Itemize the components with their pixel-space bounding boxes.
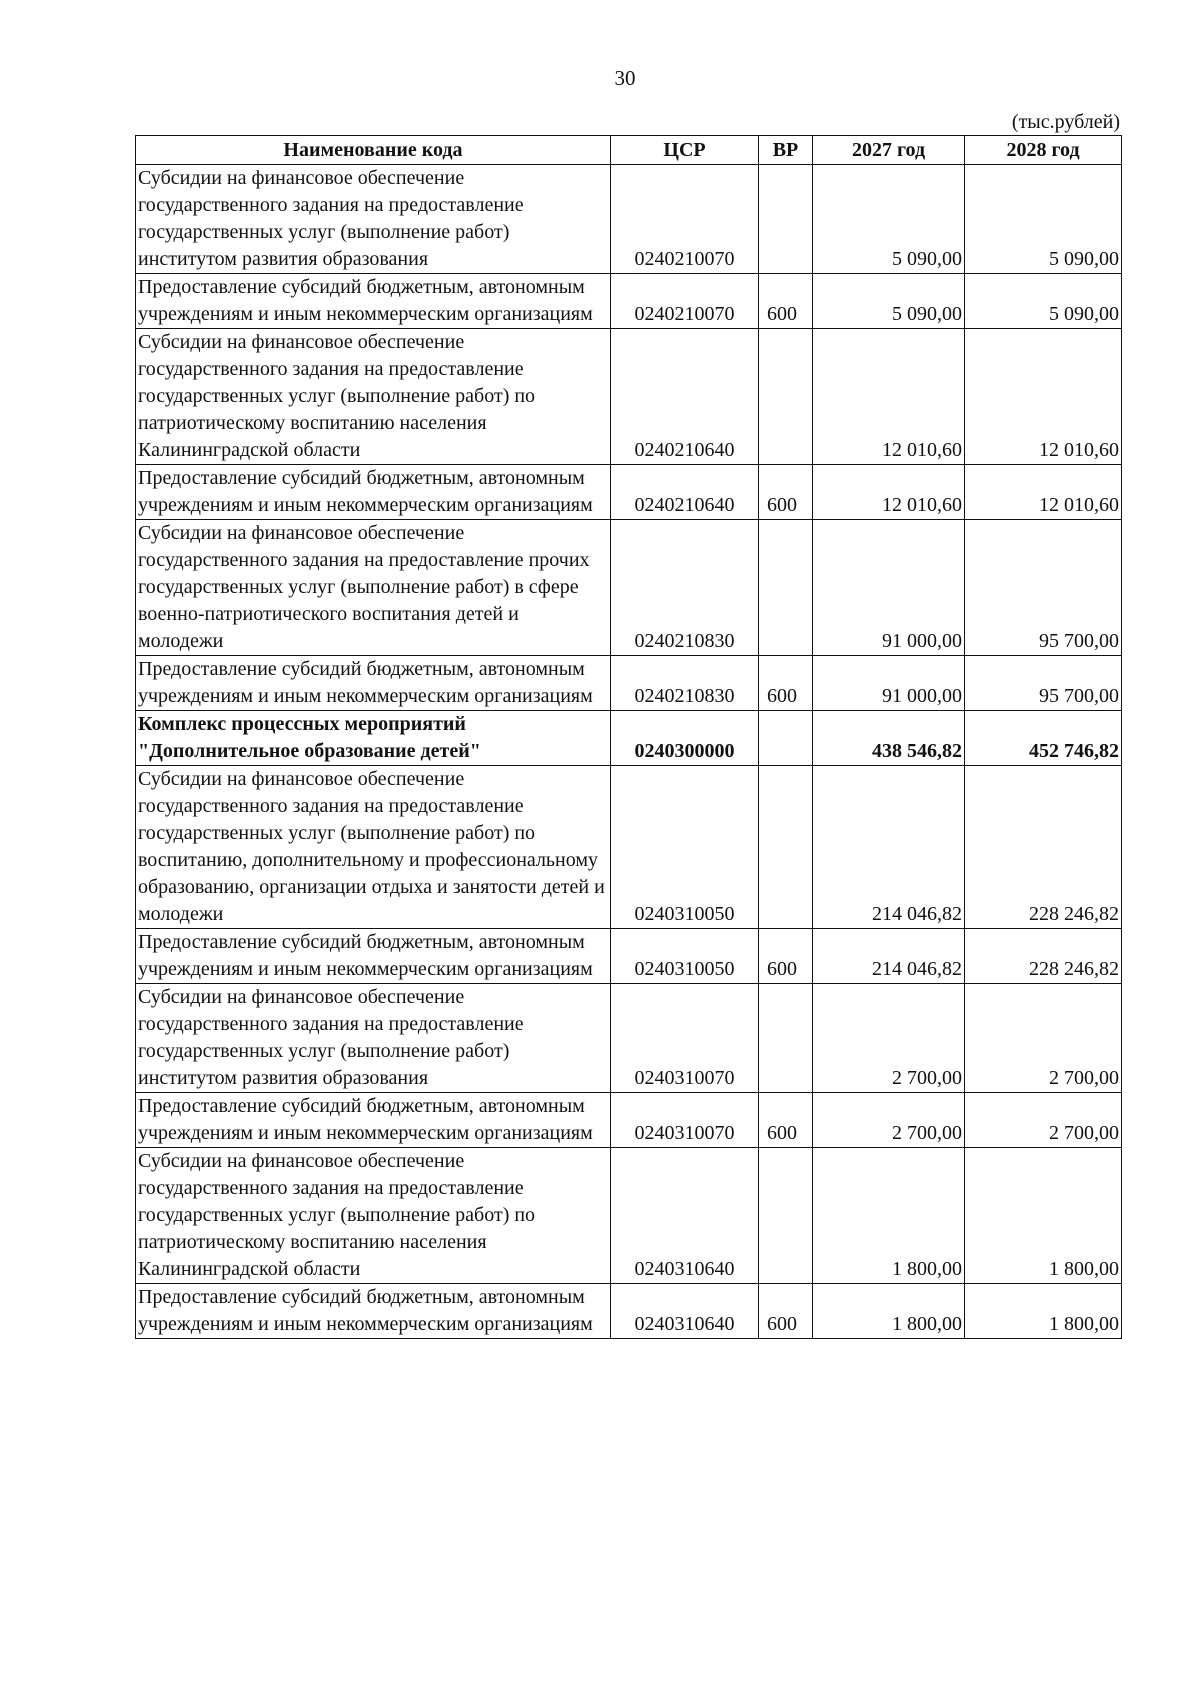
column-header-csr: ЦСР — [611, 136, 759, 165]
column-header-2028: 2028 год — [965, 136, 1122, 165]
table-row — [136, 711, 1122, 766]
row-2027-cell: 214 046,82 — [813, 766, 965, 929]
table-header-row — [136, 136, 1122, 165]
row-vr-cell: 600 — [759, 929, 813, 984]
row-2027-cell: 2 700,00 — [813, 984, 965, 1093]
row-csr-cell: 0240210830 — [611, 520, 759, 656]
row-vr-cell — [759, 766, 813, 929]
row-vr-cell — [759, 1148, 813, 1284]
row-2028-cell: 2 700,00 — [965, 984, 1122, 1093]
row-2028-cell: 2 700,00 — [965, 1093, 1122, 1148]
row-vr-cell — [759, 165, 813, 274]
row-2028-cell: 5 090,00 — [965, 165, 1122, 274]
row-2028-cell: 452 746,82 — [965, 711, 1122, 766]
row-name-cell: Предоставление субсидий бюджетным, автономным учреждениям и иным некоммерческим организациям — [136, 656, 611, 711]
row-2027-cell: 12 010,60 — [813, 465, 965, 520]
row-2028-cell: 5 090,00 — [965, 274, 1122, 329]
row-csr-cell: 0240310070 — [611, 1093, 759, 1148]
row-csr-cell: 0240210640 — [611, 329, 759, 465]
table-row — [136, 1093, 1122, 1148]
table-row — [136, 329, 1122, 465]
column-header-name: Наименование кода — [136, 136, 611, 165]
table-row — [136, 1148, 1122, 1284]
table-row — [136, 465, 1122, 520]
table-row — [136, 520, 1122, 656]
row-name-cell: Предоставление субсидий бюджетным, автономным учреждениям и иным некоммерческим организациям — [136, 1093, 611, 1148]
row-2027-cell: 5 090,00 — [813, 165, 965, 274]
table-row — [136, 274, 1122, 329]
column-header-vr: ВР — [759, 136, 813, 165]
row-2027-cell: 91 000,00 — [813, 656, 965, 711]
row-vr-cell: 600 — [759, 274, 813, 329]
table-row — [136, 1284, 1122, 1339]
row-vr-cell: 600 — [759, 465, 813, 520]
row-vr-cell — [759, 711, 813, 766]
row-vr-cell: 600 — [759, 1093, 813, 1148]
row-2027-cell: 214 046,82 — [813, 929, 965, 984]
row-csr-cell: 0240210070 — [611, 165, 759, 274]
table-row — [136, 656, 1122, 711]
row-name-cell: Предоставление субсидий бюджетным, автономным учреждениям и иным некоммерческим организациям — [136, 465, 611, 520]
unit-label: (тыс.рублей) — [1011, 111, 1120, 133]
column-header-2027: 2027 год — [813, 136, 965, 165]
row-name-cell: Предоставление субсидий бюджетным, автономным учреждениям и иным некоммерческим организациям — [136, 274, 611, 329]
row-csr-cell: 0240210830 — [611, 656, 759, 711]
row-2028-cell: 95 700,00 — [965, 520, 1122, 656]
row-name-cell: Субсидии на финансовое обеспечение государственного задания на предоставление государственных услуг (выполнение работ) институтом развития образования — [136, 984, 611, 1093]
row-2027-cell: 1 800,00 — [813, 1148, 965, 1284]
row-2027-cell: 5 090,00 — [813, 274, 965, 329]
table-body — [136, 165, 1122, 1339]
row-2027-cell: 438 546,82 — [813, 711, 965, 766]
row-name-cell: Предоставление субсидий бюджетным, автономным учреждениям и иным некоммерческим организациям — [136, 929, 611, 984]
budget-table — [135, 135, 1122, 1339]
row-2028-cell: 228 246,82 — [965, 766, 1122, 929]
row-2027-cell: 2 700,00 — [813, 1093, 965, 1148]
row-name-cell: Субсидии на финансовое обеспечение государственного задания на предоставление государственных услуг (выполнение работ) по патриотическому воспитанию населения Калининградской области — [136, 329, 611, 465]
row-vr-cell — [759, 520, 813, 656]
row-vr-cell: 600 — [759, 1284, 813, 1339]
table-row — [136, 984, 1122, 1093]
row-name-cell: Субсидии на финансовое обеспечение государственного задания на предоставление прочих государственных услуг (выполнение работ) в сфере военно-патриотического воспитания детей и молодежи — [136, 520, 611, 656]
row-2028-cell: 12 010,60 — [965, 329, 1122, 465]
row-name-cell: Субсидии на финансовое обеспечение государственного задания на предоставление государственных услуг (выполнение работ) по воспитанию, дополнительному и профессиональному образованию, организации отдыха и занятости детей и молодежи — [136, 766, 611, 929]
row-name-cell: Субсидии на финансовое обеспечение государственного задания на предоставление государственных услуг (выполнение работ) институтом развития образования — [136, 165, 611, 274]
table-row — [136, 929, 1122, 984]
row-name-cell: Комплекс процессных мероприятий "Дополнительное образование детей" — [136, 711, 611, 766]
row-2028-cell: 95 700,00 — [965, 656, 1122, 711]
row-name-cell: Субсидии на финансовое обеспечение государственного задания на предоставление государственных услуг (выполнение работ) по патриотическому воспитанию населения Калининградской области — [136, 1148, 611, 1284]
row-vr-cell — [759, 984, 813, 1093]
row-csr-cell: 0240310050 — [611, 766, 759, 929]
row-2028-cell: 1 800,00 — [965, 1284, 1122, 1339]
page-number: 30 — [614, 66, 636, 90]
row-2028-cell: 1 800,00 — [965, 1148, 1122, 1284]
row-csr-cell: 0240310640 — [611, 1148, 759, 1284]
row-csr-cell: 0240210640 — [611, 465, 759, 520]
row-2027-cell: 1 800,00 — [813, 1284, 965, 1339]
row-vr-cell — [759, 329, 813, 465]
row-csr-cell: 0240310640 — [611, 1284, 759, 1339]
table-row — [136, 165, 1122, 274]
row-csr-cell: 0240310070 — [611, 984, 759, 1093]
row-csr-cell: 0240310050 — [611, 929, 759, 984]
row-vr-cell: 600 — [759, 656, 813, 711]
row-2027-cell: 91 000,00 — [813, 520, 965, 656]
table-row — [136, 766, 1122, 929]
row-2027-cell: 12 010,60 — [813, 329, 965, 465]
row-csr-cell: 0240300000 — [611, 711, 759, 766]
row-2028-cell: 12 010,60 — [965, 465, 1122, 520]
row-csr-cell: 0240210070 — [611, 274, 759, 329]
row-2028-cell: 228 246,82 — [965, 929, 1122, 984]
row-name-cell: Предоставление субсидий бюджетным, автономным учреждениям и иным некоммерческим организациям — [136, 1284, 611, 1339]
